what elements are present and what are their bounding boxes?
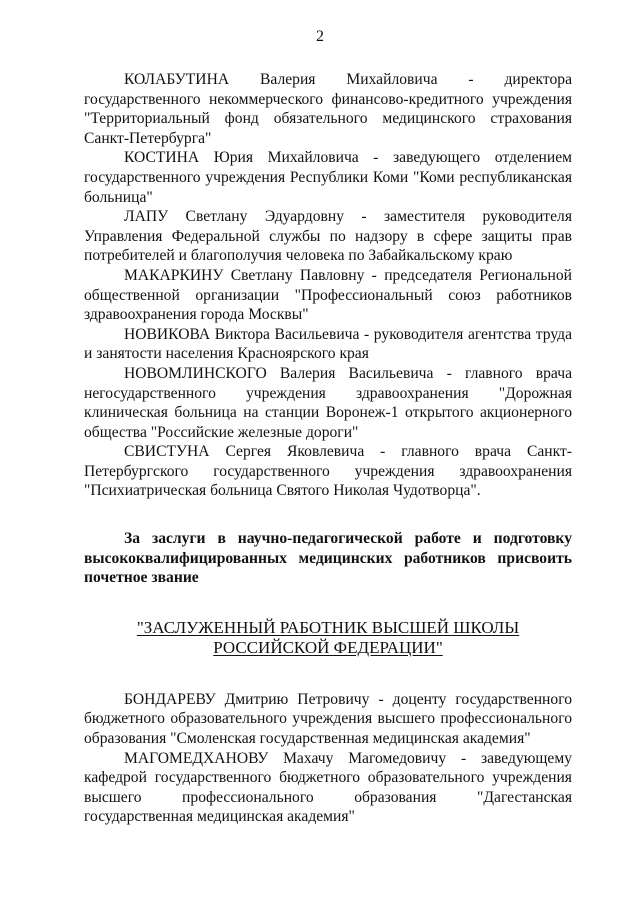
decree-heading: За заслуги в научно-педагогической работе и подготовку высококвалифицированных медицинских работников присвоить почетное звание [84,530,572,587]
award-entry-lapa: ЛАПУ Светлану Эдуардовну - заместителя руководителя Управления Федеральной службы по надзору в сфере защиты прав потребителей и благополучия человека по Забайкальскому краю [84,208,572,265]
award-entry-novomlinsky: НОВОМЛИНСКОГО Валерия Васильевича - главного врача негосударственного учреждения здравоохранения "Дорожная клиническая больница на станции Воронеж-1 открытого акционерного общества "Российские железные дороги" [84,364,572,441]
award-entry-makarkina: МАКАРКИНУ Светлану Павловну - председателя Региональной общественной организации "Профессиональный союз работников здравоохранения города Москвы" [84,266,572,324]
award-entry-svistun: СВИСТУНА Сергея Яковлевича - главного врача Санкт-Петербургского государственного учреждения здравоохранения "Психиатрическая больница Святого Николая Чудотворца". [84,443,572,500]
honorary-title [84,618,572,658]
document-body [84,70,572,827]
page-number: 2 [316,28,324,45]
award-entry-kolabutin: КОЛАБУТИНА Валерия Михайловича - директора государственного некоммерческого финансово-кредитного учреждения "Территориальный фонд обязательного медицинского страхования Санкт-Петербурга" [84,71,572,147]
award-entry-magomedkhanov: МАГОМЕДХАНОВУ Махачу Магомедовичу - заведующему кафедрой государственного бюджетного образовательного учреждения высшего профессионального образования "Дагестанская государственная медицинская академия" [84,749,572,826]
award-entry-novikov: НОВИКОВА Виктора Васильевича - руководителя агентства труда и занятости населения Красноярского края [84,325,572,363]
award-entry-kostin: КОСТИНА Юрия Михайловича - заведующего отделением государственного учреждения Республики Коми "Коми республиканская больница" [84,149,572,206]
award-list-2 [84,690,572,827]
award-entry-bondarev: БОНДАРЕВУ Дмитрию Петровичу - доценту государственного бюджетного образовательного учреждения высшего профессионального образования "Смоленская государственная медицинская академия" [84,690,572,748]
honorary-title-line-2: РОССИЙСКОЙ ФЕДЕРАЦИИ" [213,637,443,657]
honorary-title-line-1: "ЗАСЛУЖЕННЫЙ РАБОТНИК ВЫСШЕЙ ШКОЛЫ [136,617,520,637]
